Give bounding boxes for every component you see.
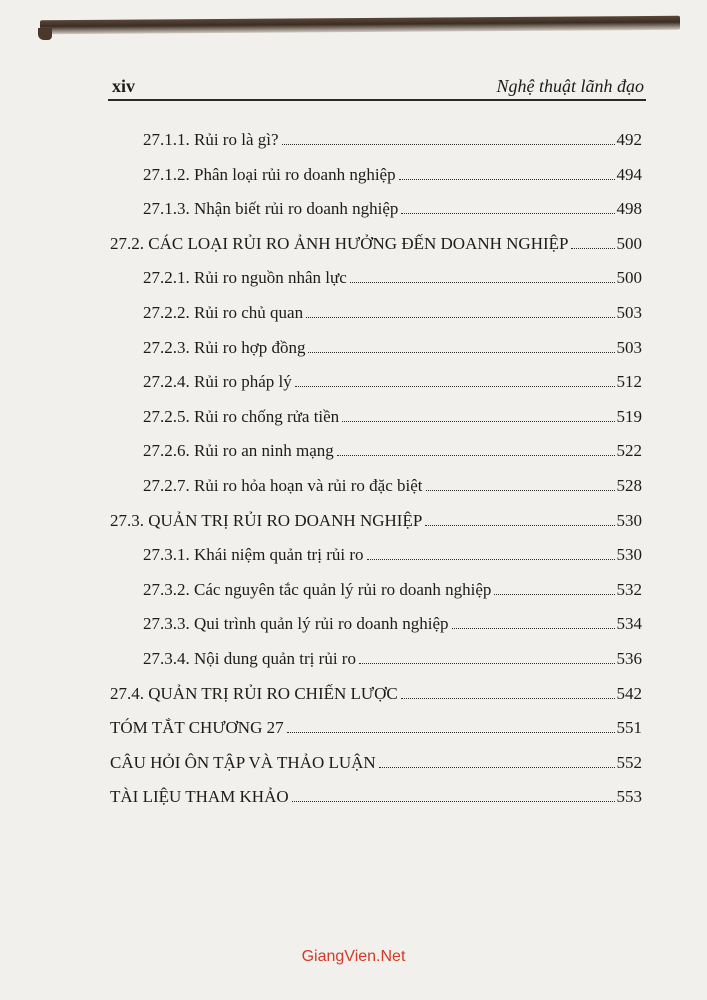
- toc-entry: [110, 647, 642, 682]
- toc-entry-page-number: 530: [616, 545, 642, 565]
- toc-entry: [110, 128, 642, 163]
- toc-entry: [110, 612, 642, 647]
- toc-entry: [110, 370, 642, 405]
- toc-entry-label: 27.2.2. Rủi ro chủ quan: [143, 302, 304, 322]
- toc-entry: [110, 232, 642, 267]
- toc-dot-leader: [401, 213, 614, 214]
- toc-dot-leader: [342, 421, 614, 422]
- toc-entry-page-number: 503: [616, 302, 642, 322]
- toc-dot-leader: [379, 767, 615, 768]
- toc-entry-page-number: 492: [616, 130, 642, 149]
- toc-dot-leader: [287, 732, 615, 733]
- toc-entry: [110, 682, 642, 717]
- toc-dot-leader: [359, 663, 615, 664]
- toc-entry: [110, 509, 642, 544]
- page-corner-shadow: [38, 28, 52, 40]
- toc-entry-label: 27.2.5. Rủi ro chống rửa tiền: [143, 406, 340, 426]
- watermark: GiangVien.Net: [301, 948, 406, 965]
- table-of-contents: [110, 128, 642, 820]
- toc-entry: [110, 543, 642, 578]
- toc-entry-label: 27.3.3. Qui trình quản lý rủi ro doanh nghiệp: [143, 614, 449, 634]
- toc-entry-label: 27.3. QUẢN TRỊ RỦI RO DOANH NGHIỆP: [110, 510, 423, 530]
- toc-entry-label: 27.3.4. Nội dung quản trị rủi ro: [143, 648, 356, 668]
- toc-entry-label: TÓM TẮT CHƯƠNG 27: [110, 718, 284, 738]
- toc-entry-page-number: 551: [616, 718, 642, 738]
- toc-entry: [110, 751, 642, 786]
- toc-entry: [110, 405, 642, 440]
- toc-entry-label: 27.2.4. Rủi ro pháp lý: [143, 372, 292, 392]
- toc-entry-page-number: 532: [616, 579, 642, 599]
- running-header: [110, 76, 644, 98]
- toc-entry: [110, 578, 642, 613]
- toc-entry-label: 27.2.3. Rủi ro hợp đồng: [143, 337, 306, 357]
- toc-entry-page-number: 500: [616, 233, 642, 253]
- toc-entry-page-number: 522: [616, 441, 642, 461]
- toc-dot-leader: [399, 179, 615, 180]
- toc-entry: [110, 716, 642, 751]
- toc-dot-leader: [295, 386, 615, 387]
- toc-entry: [110, 439, 642, 474]
- toc-entry-label: 27.1.2. Phân loại rủi ro doanh nghiệp: [143, 164, 396, 184]
- toc-entry-label: TÀI LIỆU THAM KHẢO: [110, 787, 289, 807]
- toc-entry-label: 27.3.1. Khái niệm quản trị rủi ro: [143, 545, 364, 565]
- toc-dot-leader: [452, 628, 615, 629]
- toc-entry-label: CÂU HỎI ÔN TẬP VÀ THẢO LUẬN: [110, 752, 376, 772]
- toc-entry-page-number: 500: [616, 268, 642, 288]
- toc-entry-label: 27.2.6. Rủi ro an ninh mạng: [143, 441, 334, 461]
- toc-dot-leader: [306, 317, 614, 318]
- toc-dot-leader: [292, 801, 615, 802]
- toc-dot-leader: [494, 594, 614, 595]
- toc-entry-label: 27.4. QUẢN TRỊ RỦI RO CHIẾN LƯỢC: [110, 683, 398, 703]
- toc-dot-leader: [426, 490, 615, 491]
- toc-dot-leader: [425, 525, 614, 526]
- toc-entry: [110, 197, 642, 232]
- toc-entry-page-number: 530: [616, 510, 642, 530]
- toc-entry: [110, 474, 642, 509]
- toc-entry-label: 27.2.7. Rủi ro hỏa hoạn và rủi ro đặc biệt: [143, 475, 423, 495]
- toc-dot-leader: [308, 352, 614, 353]
- toc-entry-label: 27.2. CÁC LOẠI RỦI RO ẢNH HƯỞNG ĐẾN DOANH NGHIỆP: [110, 233, 569, 253]
- toc-entry-label: 27.1.1. Rủi ro là gì?: [143, 130, 279, 149]
- toc-dot-leader: [401, 698, 615, 699]
- toc-dot-leader: [282, 144, 615, 145]
- toc-entry-page-number: 528: [616, 475, 642, 495]
- toc-dot-leader: [571, 248, 614, 249]
- page-top-edge-shadow: [40, 16, 680, 34]
- toc-entry: [110, 163, 642, 198]
- toc-entry-page-number: 498: [616, 199, 642, 219]
- header-rule: [108, 99, 646, 101]
- toc-entry-page-number: 503: [616, 337, 642, 357]
- toc-entry-label: 27.1.3. Nhận biết rủi ro doanh nghiệp: [143, 199, 399, 219]
- toc-entry-page-number: 552: [616, 752, 642, 772]
- toc-dot-leader: [367, 559, 615, 560]
- header-book-title: Nghệ thuật lãnh đạo: [496, 76, 644, 96]
- header-page-number: xiv: [112, 76, 136, 96]
- toc-entry: [110, 785, 642, 820]
- toc-entry-label: 27.3.2. Các nguyên tắc quản lý rủi ro doanh nghiệp: [143, 579, 492, 599]
- toc-entry-label: 27.2.1. Rủi ro nguồn nhân lực: [143, 268, 347, 288]
- toc-entry-page-number: 494: [616, 164, 642, 184]
- toc-entry-page-number: 536: [616, 648, 642, 668]
- toc-entry-page-number: 512: [616, 372, 642, 392]
- toc-dot-leader: [350, 282, 615, 283]
- toc-entry-page-number: 553: [616, 787, 642, 807]
- toc-dot-leader: [337, 455, 615, 456]
- toc-entry-page-number: 534: [616, 614, 642, 634]
- toc-entry: [110, 336, 642, 371]
- toc-entry-page-number: 519: [616, 406, 642, 426]
- toc-entry-page-number: 542: [616, 683, 642, 703]
- toc-entry: [110, 266, 642, 301]
- toc-entry: [110, 301, 642, 336]
